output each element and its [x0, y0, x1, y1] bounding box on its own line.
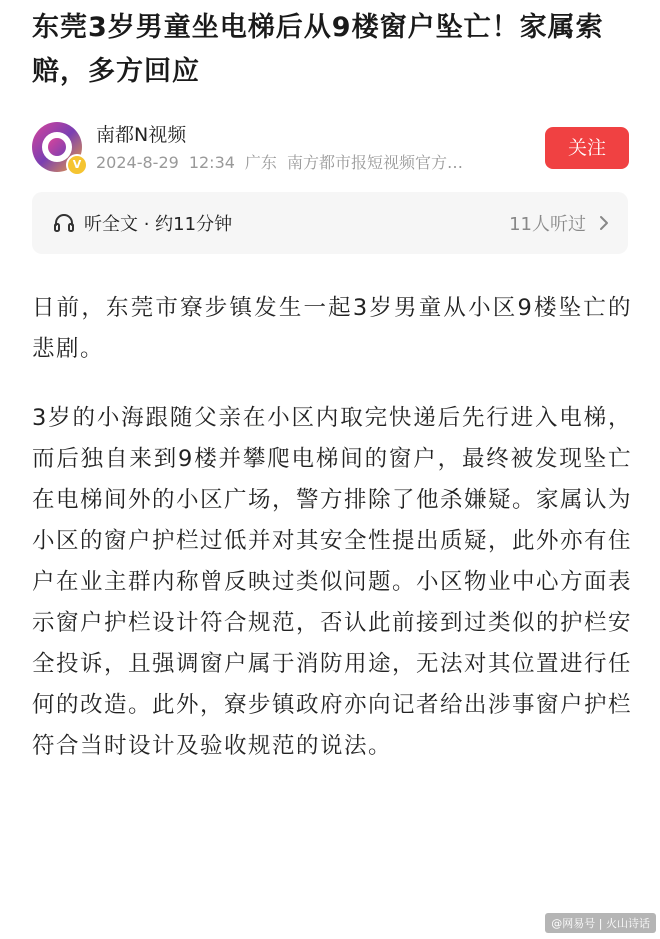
article-paragraph: 日前，东莞市寮步镇发生一起3岁男童从小区9楼坠亡的悲剧。 — [32, 295, 632, 362]
listen-count: 11人听过 — [509, 214, 586, 235]
article-paragraph: 3岁的小海跟随父亲在小区内取完快递后先行进入电梯，而后独自来到9楼并攀爬电梯间的窗户，最终被发现坠亡在电梯间外的小区广场，警方排除了他杀嫌疑。家属认为小区的窗户护栏过低并对其安全性提出质疑，此外亦有住户在业主群内称曾反映过类似问题。小区物业中心方面表示窗户护栏设计符合规范，否认此前接到过类似的护栏安全投诉，且强调窗户属于消防用途，无法对其位置进行任何的改造。此外，寮步镇政府亦向记者给出涉事窗户护栏符合当时设计及验收规范的说法。 — [32, 405, 633, 759]
watermark: @网易号 | 火山诗话 — [545, 913, 656, 933]
author-row — [32, 122, 632, 172]
author-name[interactable]: 南都N视频 — [96, 124, 187, 146]
publish-time: 12:34 — [188, 153, 235, 172]
chevron-right-icon — [598, 214, 610, 232]
publish-date: 2024-8-29 — [96, 153, 179, 172]
article-body — [32, 288, 632, 795]
listen-full-text-bar[interactable] — [32, 192, 628, 254]
headphone-icon — [52, 211, 76, 235]
author-description: 南方都市报短视频官方… — [286, 153, 463, 172]
follow-button[interactable]: 关注 — [545, 127, 629, 169]
article-meta — [96, 150, 536, 173]
article-title: 东莞3岁男童坐电梯后从9楼窗户坠亡！家属索赔，多方回应 — [32, 12, 604, 87]
verified-badge-icon: V — [66, 154, 88, 176]
listen-label: 听全文 · 约11分钟 — [84, 214, 233, 235]
publish-location: 广东 — [244, 153, 277, 172]
